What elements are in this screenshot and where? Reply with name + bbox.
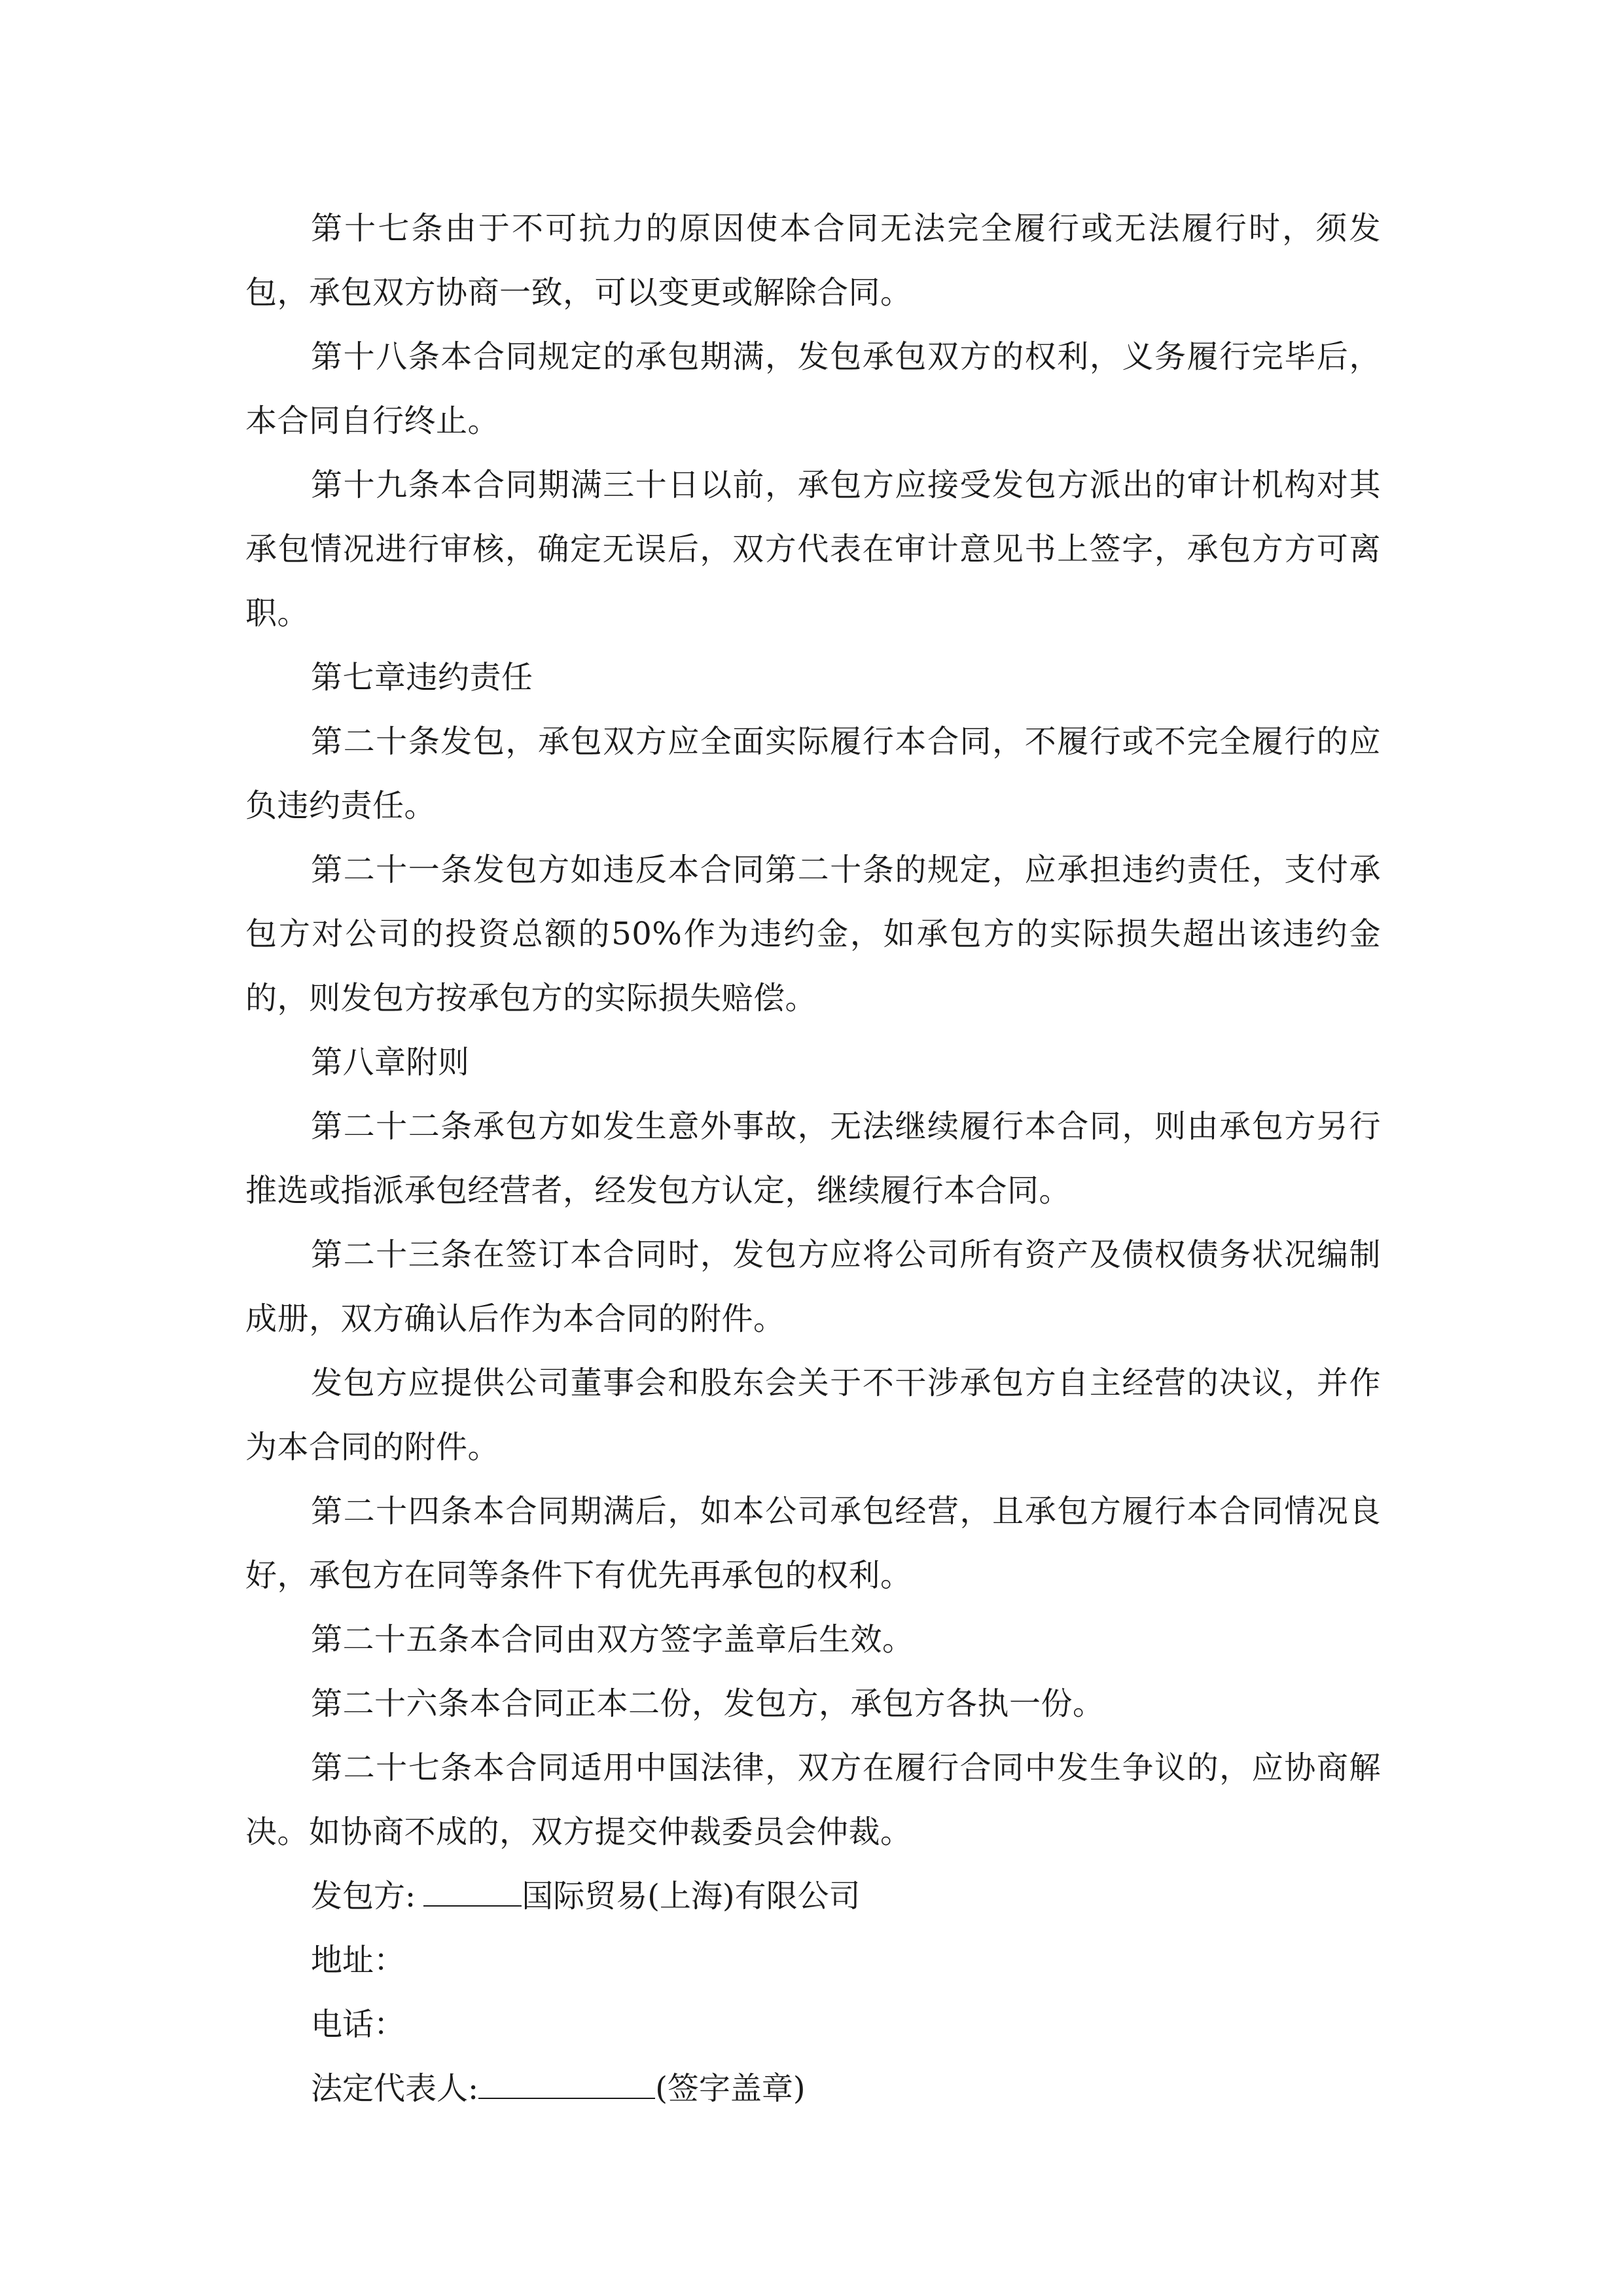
address-line <box>245 1928 1381 1992</box>
clause-24: 第二十四条本合同期满后，如本公司承包经营，且承包方履行本合同情况良好，承包方在同等条件下有优先再承包的权利。 <box>245 1493 1381 1594</box>
party-name: 国际贸易(上海)有限公司 <box>522 1878 861 1914</box>
representative-label: 法定代表人: <box>311 2070 479 2107</box>
party-name-blank <box>423 1882 522 1907</box>
clause-23: 第二十三条在签订本合同时，发包方应将公司所有资产及债权债务状况编制成册，双方确认后作为本合同的附件。 <box>245 1236 1381 1337</box>
clause-18: 第十八条本合同规定的承包期满，发包承包双方的权利，义务履行完毕后，本合同自行终止。 <box>245 338 1381 439</box>
clause-22: 第二十二条承包方如发生意外事故，无法继续履行本合同，则由承包方另行推选或指派承包经营者，经发包方认定，继续履行本合同。 <box>245 1108 1381 1209</box>
phone-label: 电话： <box>311 2006 406 2043</box>
clause-20: 第二十条发包，承包双方应全面实际履行本合同，不履行或不完全履行的应负违约责任。 <box>245 723 1381 824</box>
contract-page <box>245 196 1381 2121</box>
clause-25: 第二十五条本合同由双方签字盖章后生效。 <box>311 1621 914 1658</box>
address-label: 地址： <box>311 1942 406 1979</box>
representative-line <box>245 2056 1381 2121</box>
chapter-8-heading: 第八章附则 <box>311 1044 470 1081</box>
clause-23-addendum: 发包方应提供公司董事会和股东会关于不干涉承包方自主经营的决议，并作为本合同的附件。 <box>245 1365 1381 1465</box>
clause-19: 第十九条本合同期满三十日以前，承包方应接受发包方派出的审计机构对其承包情况进行审核，确定无误后，双方代表在审计意见书上签字，承包方方可离职。 <box>245 467 1381 632</box>
representative-signature-blank <box>478 2074 655 2099</box>
phone-line <box>245 1992 1381 2056</box>
clause-17: 第十七条由于不可抗力的原因使本合同无法完全履行或无法履行时，须发包，承包双方协商一致，可以变更或解除合同。 <box>245 210 1381 311</box>
chapter-7-heading: 第七章违约责任 <box>311 659 533 696</box>
party-label: 发包方: <box>311 1878 416 1914</box>
clause-27: 第二十七条本合同适用中国法律，双方在履行合同中发生争议的，应协商解决。如协商不成的，双方提交仲裁委员会仲裁。 <box>245 1749 1381 1850</box>
party-line <box>245 1864 1381 1928</box>
clause-21: 第二十一条发包方如违反本合同第二十条的规定，应承担违约责任，支付承包方对公司的投资总额的50%作为违约金，如承包方的实际损失超出该违约金的，则发包方按承包方的实际损失赔偿。 <box>245 852 1381 1016</box>
representative-note: (签字盖章) <box>655 2070 806 2107</box>
clause-26: 第二十六条本合同正本二份，发包方，承包方各执一份。 <box>311 1685 1105 1722</box>
